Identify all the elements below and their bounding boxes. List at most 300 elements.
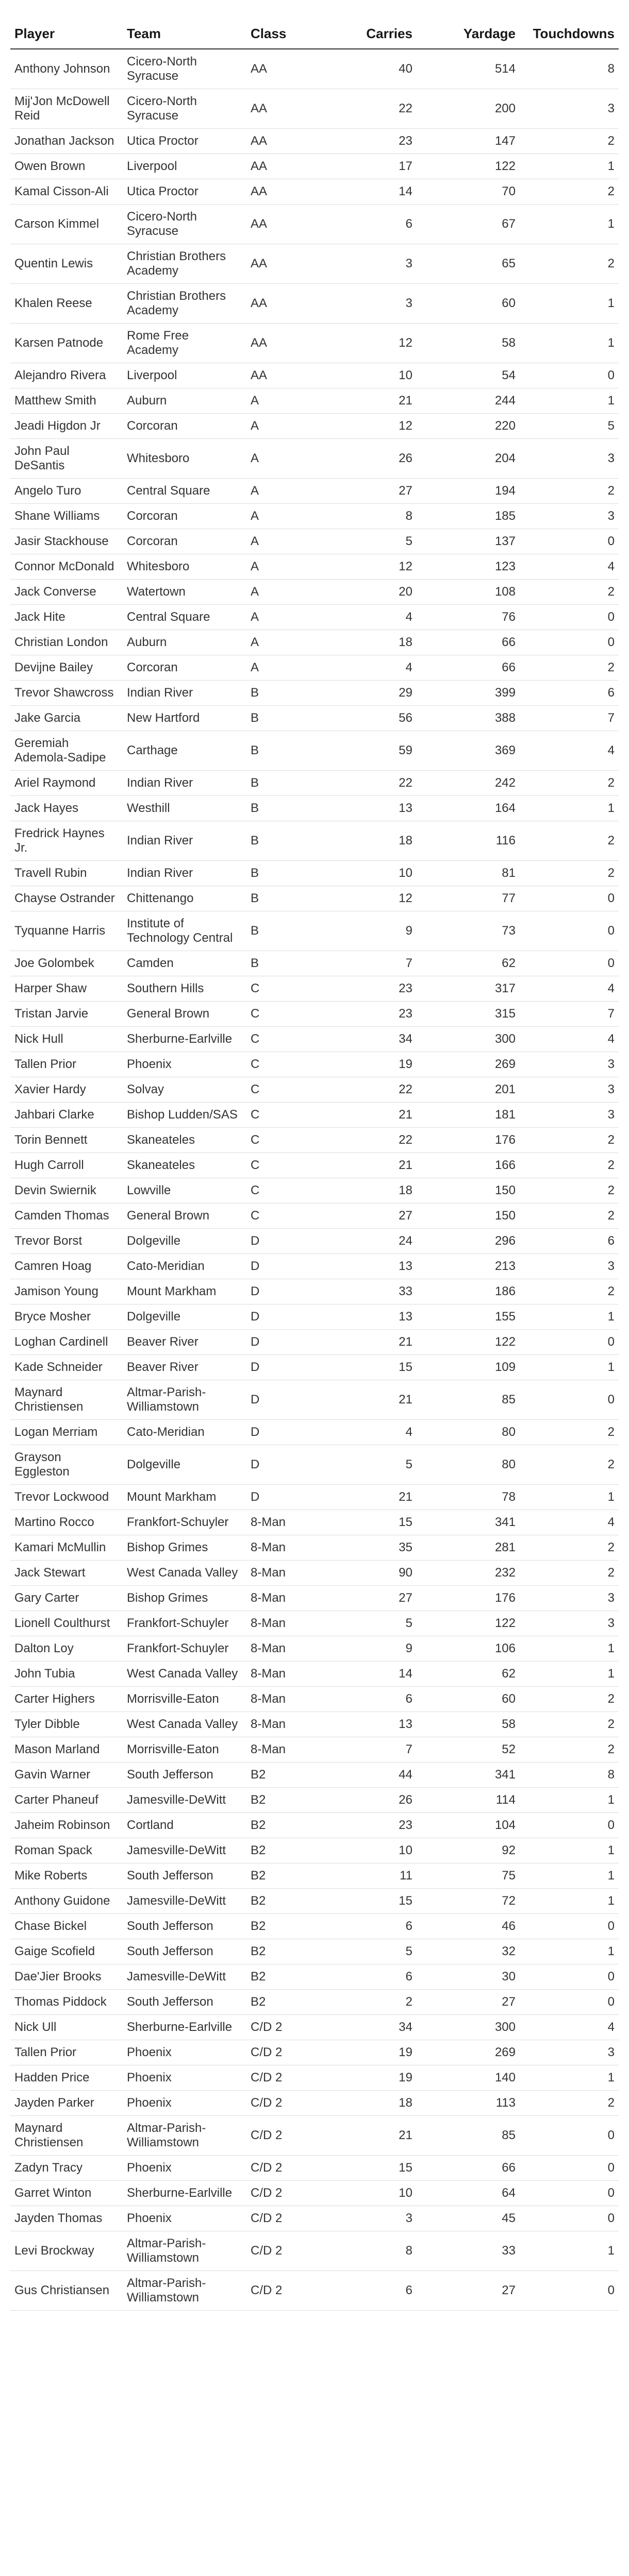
cell-yardage: 33 bbox=[417, 2231, 520, 2271]
table-row bbox=[10, 129, 619, 154]
cell-player: Gus Christiansen bbox=[10, 2271, 123, 2311]
cell-team: West Canada Valley bbox=[123, 1662, 246, 1687]
cell-class: D bbox=[246, 1445, 334, 1485]
cell-player: Kamari McMullin bbox=[10, 1535, 123, 1561]
cell-team: Westhill bbox=[123, 796, 246, 821]
table-row bbox=[10, 1027, 619, 1052]
cell-player: Owen Brown bbox=[10, 154, 123, 179]
cell-team: Camden bbox=[123, 951, 246, 976]
cell-team: Christian Brothers Academy bbox=[123, 284, 246, 324]
cell-team: Southern Hills bbox=[123, 976, 246, 1002]
table-row bbox=[10, 154, 619, 179]
cell-yardage: 64 bbox=[417, 2181, 520, 2206]
cell-touchdowns: 2 bbox=[520, 1712, 619, 1737]
cell-team: Indian River bbox=[123, 681, 246, 706]
cell-player: Carson Kimmel bbox=[10, 205, 123, 244]
cell-class: 8-Man bbox=[246, 1712, 334, 1737]
cell-carries: 21 bbox=[334, 388, 417, 414]
cell-yardage: 176 bbox=[417, 1586, 520, 1611]
cell-class: D bbox=[246, 1330, 334, 1355]
cell-touchdowns: 4 bbox=[520, 976, 619, 1002]
cell-player: Lionell Coulthurst bbox=[10, 1611, 123, 1636]
cell-class: 8-Man bbox=[246, 1561, 334, 1586]
cell-class: C/D 2 bbox=[246, 2091, 334, 2116]
cell-carries: 13 bbox=[334, 1712, 417, 1737]
cell-touchdowns: 0 bbox=[520, 1813, 619, 1838]
cell-player: Fredrick Haynes Jr. bbox=[10, 821, 123, 861]
cell-player: Jonathan Jackson bbox=[10, 129, 123, 154]
cell-carries: 20 bbox=[334, 580, 417, 605]
cell-carries: 22 bbox=[334, 1128, 417, 1153]
cell-class: D bbox=[246, 1279, 334, 1304]
table-row bbox=[10, 1002, 619, 1027]
column-header-class[interactable]: Class bbox=[246, 5, 334, 49]
cell-class: C bbox=[246, 1178, 334, 1204]
cell-carries: 5 bbox=[334, 1939, 417, 1964]
cell-yardage: 106 bbox=[417, 1636, 520, 1662]
rushing-stats-table bbox=[10, 5, 619, 2311]
cell-carries: 14 bbox=[334, 1662, 417, 1687]
table-row bbox=[10, 1153, 619, 1178]
cell-class: A bbox=[246, 580, 334, 605]
cell-touchdowns: 4 bbox=[520, 554, 619, 580]
cell-carries: 11 bbox=[334, 1863, 417, 1889]
cell-team: Mount Markham bbox=[123, 1485, 246, 1510]
cell-team: Altmar-Parish-Williamstown bbox=[123, 2116, 246, 2156]
cell-touchdowns: 3 bbox=[520, 1254, 619, 1279]
table-row bbox=[10, 2156, 619, 2181]
cell-yardage: 77 bbox=[417, 886, 520, 911]
table-row bbox=[10, 1279, 619, 1304]
cell-touchdowns: 2 bbox=[520, 1445, 619, 1485]
cell-yardage: 72 bbox=[417, 1889, 520, 1914]
table-row bbox=[10, 1485, 619, 1510]
cell-carries: 9 bbox=[334, 911, 417, 951]
cell-touchdowns: 8 bbox=[520, 1762, 619, 1788]
cell-touchdowns: 7 bbox=[520, 706, 619, 731]
cell-player: Kade Schneider bbox=[10, 1355, 123, 1380]
cell-yardage: 186 bbox=[417, 1279, 520, 1304]
cell-carries: 26 bbox=[334, 1788, 417, 1813]
cell-yardage: 60 bbox=[417, 1687, 520, 1712]
cell-class: A bbox=[246, 605, 334, 630]
cell-touchdowns: 3 bbox=[520, 89, 619, 129]
cell-team: New Hartford bbox=[123, 706, 246, 731]
cell-team: General Brown bbox=[123, 1204, 246, 1229]
table-row bbox=[10, 1813, 619, 1838]
cell-player: Gavin Warner bbox=[10, 1762, 123, 1788]
cell-class: A bbox=[246, 529, 334, 554]
cell-team: Auburn bbox=[123, 630, 246, 655]
cell-team: Sherburne-Earlville bbox=[123, 2181, 246, 2206]
cell-team: South Jefferson bbox=[123, 1939, 246, 1964]
cell-class: C/D 2 bbox=[246, 2015, 334, 2040]
cell-player: Dae'Jier Brooks bbox=[10, 1964, 123, 1990]
cell-carries: 56 bbox=[334, 706, 417, 731]
cell-carries: 19 bbox=[334, 2065, 417, 2091]
cell-yardage: 67 bbox=[417, 205, 520, 244]
cell-class: D bbox=[246, 1485, 334, 1510]
cell-class: B bbox=[246, 771, 334, 796]
cell-touchdowns: 3 bbox=[520, 1052, 619, 1077]
cell-touchdowns: 3 bbox=[520, 1103, 619, 1128]
cell-touchdowns: 0 bbox=[520, 1330, 619, 1355]
table-row bbox=[10, 554, 619, 580]
cell-team: General Brown bbox=[123, 1002, 246, 1027]
cell-player: Tristan Jarvie bbox=[10, 1002, 123, 1027]
cell-player: Karsen Patnode bbox=[10, 324, 123, 363]
cell-touchdowns: 0 bbox=[520, 1990, 619, 2015]
cell-carries: 12 bbox=[334, 886, 417, 911]
cell-yardage: 52 bbox=[417, 1737, 520, 1762]
cell-player: Anthony Johnson bbox=[10, 49, 123, 89]
cell-yardage: 60 bbox=[417, 284, 520, 324]
cell-touchdowns: 1 bbox=[520, 1636, 619, 1662]
cell-player: Nick Ull bbox=[10, 2015, 123, 2040]
cell-touchdowns: 4 bbox=[520, 2015, 619, 2040]
cell-team: South Jefferson bbox=[123, 1914, 246, 1939]
table-row bbox=[10, 1687, 619, 1712]
column-header-touchdowns[interactable]: Touchdowns bbox=[520, 5, 619, 49]
cell-player: Xavier Hardy bbox=[10, 1077, 123, 1103]
cell-player: Grayson Eggleston bbox=[10, 1445, 123, 1485]
table-row bbox=[10, 1204, 619, 1229]
cell-touchdowns: 1 bbox=[520, 1788, 619, 1813]
cell-yardage: 104 bbox=[417, 1813, 520, 1838]
table-row bbox=[10, 1535, 619, 1561]
cell-player: Angelo Turo bbox=[10, 479, 123, 504]
cell-team: Indian River bbox=[123, 821, 246, 861]
cell-carries: 23 bbox=[334, 1813, 417, 1838]
table-row bbox=[10, 1990, 619, 2015]
cell-touchdowns: 0 bbox=[520, 2271, 619, 2311]
cell-touchdowns: 1 bbox=[520, 1889, 619, 1914]
cell-player: Anthony Guidone bbox=[10, 1889, 123, 1914]
cell-yardage: 81 bbox=[417, 861, 520, 886]
table-row bbox=[10, 2206, 619, 2231]
cell-yardage: 176 bbox=[417, 1128, 520, 1153]
cell-team: Bishop Grimes bbox=[123, 1535, 246, 1561]
cell-carries: 15 bbox=[334, 2156, 417, 2181]
cell-player: Mike Roberts bbox=[10, 1863, 123, 1889]
cell-team: Dolgeville bbox=[123, 1229, 246, 1254]
cell-yardage: 76 bbox=[417, 605, 520, 630]
cell-touchdowns: 4 bbox=[520, 1510, 619, 1535]
cell-touchdowns: 0 bbox=[520, 1914, 619, 1939]
cell-touchdowns: 0 bbox=[520, 911, 619, 951]
cell-touchdowns: 2 bbox=[520, 1737, 619, 1762]
cell-yardage: 150 bbox=[417, 1204, 520, 1229]
cell-yardage: 300 bbox=[417, 1027, 520, 1052]
cell-player: Jahbari Clarke bbox=[10, 1103, 123, 1128]
cell-team: Cicero-North Syracuse bbox=[123, 205, 246, 244]
cell-touchdowns: 3 bbox=[520, 1077, 619, 1103]
cell-team: Indian River bbox=[123, 861, 246, 886]
cell-yardage: 232 bbox=[417, 1561, 520, 1586]
cell-team: Frankfort-Schuyler bbox=[123, 1636, 246, 1662]
cell-touchdowns: 2 bbox=[520, 129, 619, 154]
cell-yardage: 315 bbox=[417, 1002, 520, 1027]
cell-player: Tyler Dibble bbox=[10, 1712, 123, 1737]
cell-carries: 44 bbox=[334, 1762, 417, 1788]
cell-touchdowns: 0 bbox=[520, 886, 619, 911]
cell-player: Mij'Jon McDowell Reid bbox=[10, 89, 123, 129]
cell-class: C bbox=[246, 1027, 334, 1052]
cell-yardage: 80 bbox=[417, 1445, 520, 1485]
cell-yardage: 62 bbox=[417, 1662, 520, 1687]
cell-touchdowns: 1 bbox=[520, 1304, 619, 1330]
cell-class: A bbox=[246, 439, 334, 479]
cell-class: B bbox=[246, 681, 334, 706]
cell-carries: 17 bbox=[334, 154, 417, 179]
table-row bbox=[10, 605, 619, 630]
table-row bbox=[10, 2271, 619, 2311]
cell-carries: 27 bbox=[334, 479, 417, 504]
cell-yardage: 30 bbox=[417, 1964, 520, 1990]
cell-player: Camden Thomas bbox=[10, 1204, 123, 1229]
cell-player: Travell Rubin bbox=[10, 861, 123, 886]
cell-team: Jamesville-DeWitt bbox=[123, 1889, 246, 1914]
table-row bbox=[10, 49, 619, 89]
cell-yardage: 32 bbox=[417, 1939, 520, 1964]
cell-team: Altmar-Parish-Williamstown bbox=[123, 2271, 246, 2311]
cell-player: Loghan Cardinell bbox=[10, 1330, 123, 1355]
cell-yardage: 122 bbox=[417, 154, 520, 179]
cell-yardage: 66 bbox=[417, 2156, 520, 2181]
cell-player: Jaheim Robinson bbox=[10, 1813, 123, 1838]
cell-carries: 6 bbox=[334, 1914, 417, 1939]
cell-yardage: 27 bbox=[417, 2271, 520, 2311]
table-row bbox=[10, 1788, 619, 1813]
cell-class: C/D 2 bbox=[246, 2156, 334, 2181]
cell-team: Cicero-North Syracuse bbox=[123, 49, 246, 89]
table-row bbox=[10, 951, 619, 976]
cell-touchdowns: 2 bbox=[520, 479, 619, 504]
cell-player: Jack Hayes bbox=[10, 796, 123, 821]
cell-touchdowns: 1 bbox=[520, 2065, 619, 2091]
cell-player: Jayden Parker bbox=[10, 2091, 123, 2116]
cell-player: Jack Stewart bbox=[10, 1561, 123, 1586]
cell-class: A bbox=[246, 554, 334, 580]
cell-player: Garret Winton bbox=[10, 2181, 123, 2206]
table-row bbox=[10, 284, 619, 324]
table-row bbox=[10, 771, 619, 796]
cell-carries: 19 bbox=[334, 2040, 417, 2065]
cell-class: B2 bbox=[246, 1939, 334, 1964]
cell-yardage: 164 bbox=[417, 796, 520, 821]
cell-player: Chayse Ostrander bbox=[10, 886, 123, 911]
table-row bbox=[10, 630, 619, 655]
cell-player: Gaige Scofield bbox=[10, 1939, 123, 1964]
cell-carries: 22 bbox=[334, 89, 417, 129]
cell-player: Connor McDonald bbox=[10, 554, 123, 580]
cell-class: AA bbox=[246, 324, 334, 363]
cell-carries: 4 bbox=[334, 605, 417, 630]
table-row bbox=[10, 886, 619, 911]
cell-touchdowns: 6 bbox=[520, 1229, 619, 1254]
cell-carries: 13 bbox=[334, 1304, 417, 1330]
cell-carries: 21 bbox=[334, 2116, 417, 2156]
cell-class: C/D 2 bbox=[246, 2181, 334, 2206]
table-row bbox=[10, 179, 619, 205]
cell-class: B2 bbox=[246, 1990, 334, 2015]
cell-touchdowns: 6 bbox=[520, 681, 619, 706]
cell-class: C/D 2 bbox=[246, 2271, 334, 2311]
cell-player: Torin Bennett bbox=[10, 1128, 123, 1153]
cell-yardage: 85 bbox=[417, 1380, 520, 1420]
cell-yardage: 58 bbox=[417, 1712, 520, 1737]
table-row bbox=[10, 821, 619, 861]
cell-yardage: 155 bbox=[417, 1304, 520, 1330]
cell-team: Liverpool bbox=[123, 363, 246, 388]
cell-class: C bbox=[246, 1002, 334, 1027]
cell-team: Phoenix bbox=[123, 2206, 246, 2231]
cell-yardage: 80 bbox=[417, 1420, 520, 1445]
cell-class: B bbox=[246, 731, 334, 771]
table-row bbox=[10, 324, 619, 363]
cell-touchdowns: 1 bbox=[520, 1838, 619, 1863]
cell-class: AA bbox=[246, 129, 334, 154]
cell-yardage: 317 bbox=[417, 976, 520, 1002]
cell-touchdowns: 8 bbox=[520, 49, 619, 89]
cell-class: AA bbox=[246, 49, 334, 89]
cell-touchdowns: 1 bbox=[520, 1863, 619, 1889]
cell-touchdowns: 4 bbox=[520, 731, 619, 771]
cell-carries: 3 bbox=[334, 284, 417, 324]
column-header-carries[interactable]: Carries bbox=[334, 5, 417, 49]
cell-class: D bbox=[246, 1380, 334, 1420]
cell-touchdowns: 0 bbox=[520, 2181, 619, 2206]
cell-carries: 6 bbox=[334, 1964, 417, 1990]
cell-team: West Canada Valley bbox=[123, 1561, 246, 1586]
cell-player: John Tubia bbox=[10, 1662, 123, 1687]
cell-yardage: 62 bbox=[417, 951, 520, 976]
cell-touchdowns: 2 bbox=[520, 1128, 619, 1153]
column-header-yardage[interactable]: Yardage bbox=[417, 5, 520, 49]
cell-player: Jamison Young bbox=[10, 1279, 123, 1304]
cell-class: B bbox=[246, 911, 334, 951]
table-row bbox=[10, 1077, 619, 1103]
cell-carries: 5 bbox=[334, 529, 417, 554]
cell-yardage: 140 bbox=[417, 2065, 520, 2091]
cell-team: Beaver River bbox=[123, 1330, 246, 1355]
cell-touchdowns: 0 bbox=[520, 363, 619, 388]
cell-class: AA bbox=[246, 205, 334, 244]
cell-class: 8-Man bbox=[246, 1586, 334, 1611]
cell-team: Altmar-Parish-Williamstown bbox=[123, 2231, 246, 2271]
cell-carries: 12 bbox=[334, 554, 417, 580]
cell-yardage: 388 bbox=[417, 706, 520, 731]
table-row bbox=[10, 439, 619, 479]
cell-yardage: 300 bbox=[417, 2015, 520, 2040]
cell-player: Zadyn Tracy bbox=[10, 2156, 123, 2181]
cell-class: A bbox=[246, 655, 334, 681]
cell-class: 8-Man bbox=[246, 1636, 334, 1662]
cell-class: C bbox=[246, 976, 334, 1002]
cell-carries: 3 bbox=[334, 2206, 417, 2231]
cell-class: AA bbox=[246, 363, 334, 388]
cell-yardage: 113 bbox=[417, 2091, 520, 2116]
cell-yardage: 116 bbox=[417, 821, 520, 861]
cell-class: C/D 2 bbox=[246, 2116, 334, 2156]
cell-yardage: 123 bbox=[417, 554, 520, 580]
cell-carries: 90 bbox=[334, 1561, 417, 1586]
cell-carries: 15 bbox=[334, 1355, 417, 1380]
cell-team: Carthage bbox=[123, 731, 246, 771]
cell-class: D bbox=[246, 1254, 334, 1279]
cell-team: Cicero-North Syracuse bbox=[123, 89, 246, 129]
cell-player: Quentin Lewis bbox=[10, 244, 123, 284]
cell-player: Hugh Carroll bbox=[10, 1153, 123, 1178]
cell-team: Corcoran bbox=[123, 504, 246, 529]
column-header-team[interactable]: Team bbox=[123, 5, 246, 49]
cell-yardage: 58 bbox=[417, 324, 520, 363]
cell-player: Hadden Price bbox=[10, 2065, 123, 2091]
cell-yardage: 244 bbox=[417, 388, 520, 414]
table-row bbox=[10, 861, 619, 886]
cell-team: Christian Brothers Academy bbox=[123, 244, 246, 284]
cell-class: B2 bbox=[246, 1863, 334, 1889]
cell-class: A bbox=[246, 414, 334, 439]
cell-team: Phoenix bbox=[123, 2065, 246, 2091]
cell-team: Jamesville-DeWitt bbox=[123, 1838, 246, 1863]
cell-carries: 29 bbox=[334, 681, 417, 706]
cell-carries: 21 bbox=[334, 1153, 417, 1178]
cell-class: B bbox=[246, 796, 334, 821]
cell-class: B2 bbox=[246, 1914, 334, 1939]
cell-player: John Paul DeSantis bbox=[10, 439, 123, 479]
cell-class: C/D 2 bbox=[246, 2206, 334, 2231]
cell-yardage: 204 bbox=[417, 439, 520, 479]
cell-class: B bbox=[246, 861, 334, 886]
cell-team: Altmar-Parish-Williamstown bbox=[123, 1380, 246, 1420]
cell-yardage: 114 bbox=[417, 1788, 520, 1813]
cell-touchdowns: 2 bbox=[520, 1561, 619, 1586]
cell-team: Utica Proctor bbox=[123, 129, 246, 154]
cell-yardage: 269 bbox=[417, 2040, 520, 2065]
cell-touchdowns: 5 bbox=[520, 414, 619, 439]
cell-player: Jayden Thomas bbox=[10, 2206, 123, 2231]
table-row bbox=[10, 1445, 619, 1485]
column-header-player[interactable]: Player bbox=[10, 5, 123, 49]
cell-touchdowns: 3 bbox=[520, 439, 619, 479]
table-row bbox=[10, 363, 619, 388]
table-row bbox=[10, 681, 619, 706]
cell-touchdowns: 2 bbox=[520, 2091, 619, 2116]
table-row bbox=[10, 1229, 619, 1254]
cell-player: Carter Phaneuf bbox=[10, 1788, 123, 1813]
table-row bbox=[10, 2231, 619, 2271]
cell-carries: 7 bbox=[334, 951, 417, 976]
cell-touchdowns: 0 bbox=[520, 605, 619, 630]
table-row bbox=[10, 1254, 619, 1279]
cell-player: Alejandro Rivera bbox=[10, 363, 123, 388]
cell-class: C/D 2 bbox=[246, 2065, 334, 2091]
cell-touchdowns: 4 bbox=[520, 1027, 619, 1052]
cell-carries: 59 bbox=[334, 731, 417, 771]
cell-touchdowns: 2 bbox=[520, 1153, 619, 1178]
cell-team: Watertown bbox=[123, 580, 246, 605]
cell-carries: 23 bbox=[334, 976, 417, 1002]
cell-touchdowns: 3 bbox=[520, 2040, 619, 2065]
table-row bbox=[10, 2040, 619, 2065]
cell-player: Tallen Prior bbox=[10, 1052, 123, 1077]
table-row bbox=[10, 504, 619, 529]
cell-team: Sherburne-Earlville bbox=[123, 2015, 246, 2040]
cell-carries: 15 bbox=[334, 1510, 417, 1535]
cell-player: Nick Hull bbox=[10, 1027, 123, 1052]
cell-team: Beaver River bbox=[123, 1355, 246, 1380]
